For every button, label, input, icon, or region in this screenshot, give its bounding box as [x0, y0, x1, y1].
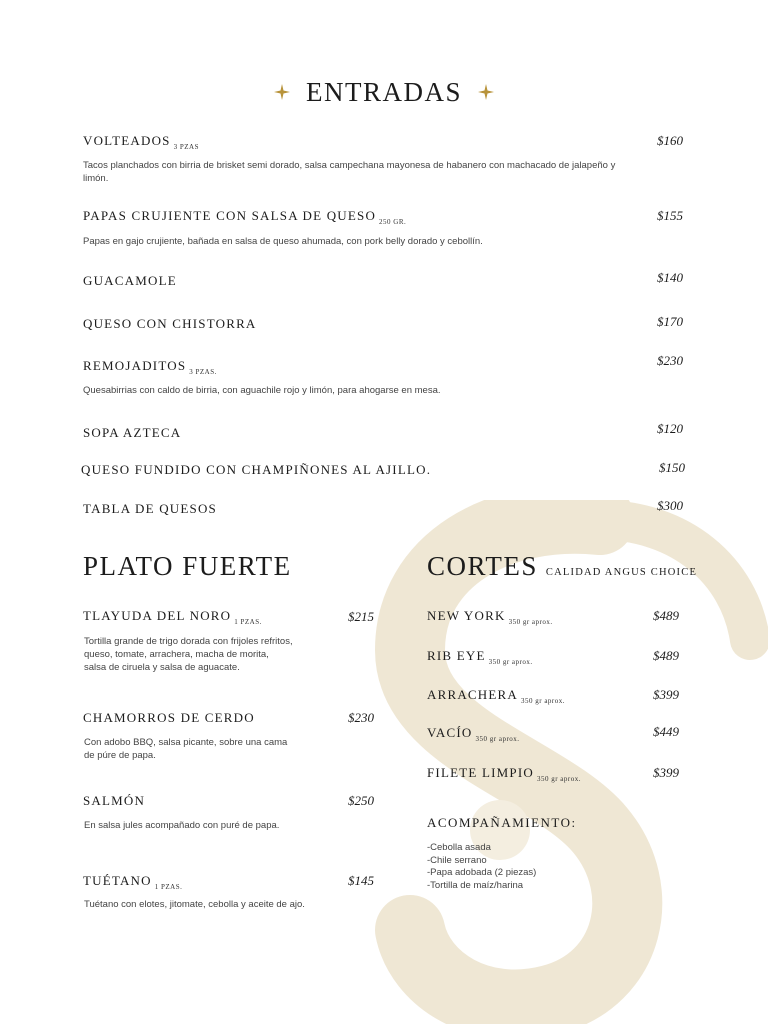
- acompanamiento-title: ACOMPAÑAMIENTO:: [427, 815, 577, 830]
- menu-item-description: Tuétano con elotes, jitomate, cebolla y aceite de ajo.: [84, 899, 305, 910]
- side-dish-item: -Papa adobada (2 piezas): [427, 867, 537, 878]
- menu-item-price: $215: [348, 609, 374, 624]
- menu-item-name: TABLA DE QUESOS: [83, 501, 217, 516]
- cut-weight: 350 gr aprox.: [536, 775, 581, 783]
- cut-weight: 350 gr aprox.: [520, 697, 566, 705]
- cut-weight: 350 gr aprox.: [475, 735, 520, 743]
- entradas-header: [0, 74, 768, 110]
- item-quantity: 1 PZAS.: [234, 618, 262, 626]
- menu-item-description: En salsa jules acompañado con puré de papa.: [84, 820, 280, 831]
- menu-item-price: $140: [657, 270, 683, 285]
- menu-item-description: Tacos planchados con birria de brisket semi dorado, salsa campechana mayonesa de habanero con machacado de jalapeño y limón.: [83, 160, 616, 184]
- menu-item-price: $145: [348, 873, 374, 888]
- menu-item-price: $170: [657, 314, 683, 329]
- cut-name: ARRACHERA $_{350 gr aprox.}$: [427, 687, 566, 705]
- menu-item-description: Con adobo BBQ, salsa picante, sobre una cama de púre de papa.: [84, 737, 288, 761]
- cut-price: $449: [653, 724, 679, 739]
- menu-item-price: $155: [657, 208, 683, 223]
- menu-item-price: $300: [657, 498, 683, 513]
- side-dish-item: -Cebolla asada: [427, 842, 491, 853]
- menu-item-name: SALMÓN: [83, 793, 146, 808]
- menu-item-price: $120: [657, 421, 683, 436]
- menu-item-name: QUESO CON CHISTORRA: [83, 316, 257, 331]
- cut-name: NEW YORK $_{350 gr aprox.}$: [427, 608, 553, 626]
- menu-item-price: $250: [348, 793, 374, 808]
- menu-item-description: Papas en gajo crujiente, bañada en salsa de queso ahumada, con pork belly dorado y cebollín.: [83, 236, 483, 247]
- entradas-title: ENTRADAS: [305, 76, 462, 107]
- sparkle-ornament-icon: [272, 82, 292, 102]
- acompanamiento-list: [427, 842, 536, 892]
- menu-item-description: Quesabirrias con caldo de birria, con aguachile rojo y limón, para ahogarse en mesa.: [83, 385, 441, 396]
- cut-price: $399: [653, 687, 679, 702]
- cut-price: $489: [653, 648, 679, 663]
- menu-item-price: $230: [348, 710, 374, 725]
- menu-item-name: REMOJADITOS $_{3 PZAS.}$: [83, 358, 217, 376]
- menu-item-name: SOPA AZTECA: [83, 425, 182, 440]
- item-quantity: 250 GR.: [379, 218, 407, 226]
- cut-name: FILETE LIMPIO $_{350 gr aprox.}$: [427, 765, 581, 783]
- cut-weight: 350 gr aprox.: [508, 618, 553, 626]
- cut-price: $489: [653, 608, 679, 623]
- menu-item-name: QUESO FUNDIDO CON CHAMPIÑONES AL AJILLO.: [81, 462, 432, 477]
- menu-item-name: TUÉTANO $_{1 PZAS.}$: [83, 873, 183, 891]
- cut-price: $399: [653, 765, 679, 780]
- cortes-subtitle: CALIDAD ANGUS CHOICE: [545, 567, 698, 578]
- cut-name: RIB EYE $_{350 gr aprox.}$: [427, 648, 533, 666]
- sparkle-ornament-icon: [476, 82, 496, 102]
- menu-item-name: VOLTEADOS $_{3 PZAS}$: [83, 133, 199, 151]
- menu-item-price: $230: [657, 353, 683, 368]
- side-dish-item: -Chile serrano: [427, 854, 487, 866]
- cortes-title: CORTES CALIDAD ANGUS CHOICE: [427, 551, 698, 581]
- cut-weight: 350 gr aprox.: [488, 658, 533, 666]
- item-quantity: 1 PZAS.: [154, 883, 183, 891]
- menu-item-name: PAPAS CRUJIENTE CON SALSA DE QUESO $_{250 GR.}$: [83, 208, 407, 226]
- menu-item-name: TLAYUDA DEL NORO $_{1 PZAS.}$: [83, 608, 262, 626]
- cut-name: VACÍO $_{350 gr aprox.}$: [427, 725, 520, 743]
- menu-item-price: $150: [659, 460, 685, 475]
- side-dish-item: -Tortilla de maíz/harina: [427, 879, 524, 891]
- menu-item-name: CHAMORROS DE CERDO: [83, 710, 255, 725]
- menu-item-description: Tortilla grande de trigo dorada con frijoles refritos, queso, tomate, arrachera, macha de morita, salsa de ciruela y salsa de aguacate.: [84, 636, 293, 673]
- menu-item-name: GUACAMOLE: [83, 273, 177, 288]
- item-quantity: 3 PZAS: [173, 143, 199, 151]
- plato-fuerte-title: PLATO FUERTE: [83, 551, 292, 581]
- item-quantity: 3 PZAS.: [189, 368, 217, 376]
- menu-item-price: $160: [657, 133, 683, 148]
